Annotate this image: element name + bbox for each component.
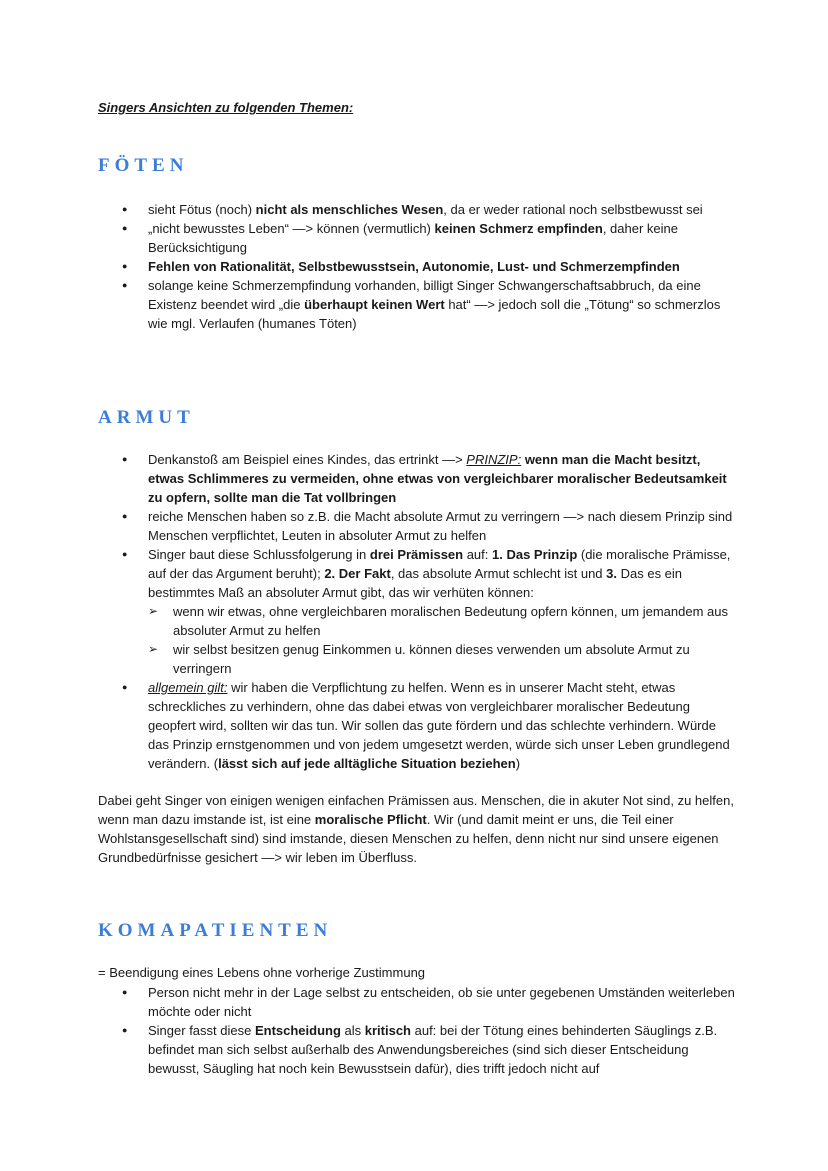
sub-list-item: ➢ wenn wir etwas, ohne vergleichbaren moralischen Bedeutung opfern können, um jemandem aus absoluter Armut zu helfen: [148, 602, 738, 640]
list-item: ● Fehlen von Rationalität, Selbstbewusstsein, Autonomie, Lust- und Schmerzempfinden: [118, 257, 738, 276]
komapatienten-list: [118, 983, 738, 1078]
list-item: ● Denkanstoß am Beispiel eines Kindes, das ertrinkt —> PRINZIP: wenn man die Macht besitzt, etwas Schlimmeres zu vermeiden, ohne etwas von vergleichbarer moralischer Bedeutsamkeit zu opfern, sollte man die Tat vollbringen: [118, 450, 738, 507]
list-item: ● Person nicht mehr in der Lage selbst zu entscheiden, ob sie unter gegebenen Umständen weiterleben möchte oder nicht: [118, 983, 738, 1021]
document-title: Singers Ansichten zu folgenden Themen:: [98, 100, 354, 115]
foeten-list: [118, 200, 738, 333]
list-item: ● reiche Menschen haben so z.B. die Macht absolute Armut zu verringern —> nach diesem Prinzip sind Menschen verpflichtet, Leuten in absoluter Armut zu helfen: [118, 507, 738, 545]
list-item: ● allgemein gilt: wir haben die Verpflichtung zu helfen. Wenn es in unserer Macht steht, etwas schreckliches zu verhindern, ohne das dabei etwas von vergleichbarer moralischer Bedeutung geopfert wird, sollten wir das tun. Wir sollen das gute fördern und das schlechte verhindern. Würde das Prinzip ernstgenommen und von jedem umgesetzt werden, würde sich unser Leben grundlegend verändern. (lässt sich auf jede alltägliche Situation beziehen): [118, 678, 738, 773]
section-heading-foeten: FÖTEN: [98, 155, 189, 176]
list-item: ● sieht Fötus (noch) nicht als menschliches Wesen, da er weder rational noch selbstbewusst sei: [118, 200, 738, 219]
armut-list: [118, 450, 738, 773]
armut-sub-list: [148, 602, 738, 678]
section-heading-komapatienten: KOMAPATIENTEN: [98, 920, 333, 941]
list-item: ● Singer baut diese Schlussfolgerung in drei Prämissen auf: 1. Das Prinzip (die moralische Prämisse, auf der das Argument beruht); 2. Der Fakt, das absolute Armut schlecht ist und 3. Das es ein bestimmtes Maß an absoluter Armut gibt, das wir verhüten können: ➢ wenn wir etwas, ohne vergleichbaren moralischen Bedeutung opfern können, um jemandem aus absoluter Armut zu helfen ➢ wir selbst besitzen genug Einkommen u. können dieses verwenden um absolute Armut zu verringern: [118, 545, 738, 678]
list-item: ● Singer fasst diese Entscheidung als kritisch auf: bei der Tötung eines behinderten Säuglings z.B. befindet man sich selbst außerhalb des Anwendungsbereiches (sind sich dieser Entscheidung bewusst, Säugling hat noch kein Bewusstsein dafür), dies trifft jedoch nicht auf: [118, 1021, 738, 1078]
section-heading-armut: ARMUT: [98, 407, 195, 428]
armut-paragraph: Dabei geht Singer von einigen wenigen einfachen Prämissen aus. Menschen, die in akuter Not sind, zu helfen, wenn man dazu imstande ist, ist eine moralische Pflicht. Wir (und damit meint er uns, die Teil einer Wohlstansgesellschaft sind) sind imstande, diesen Menschen zu helfen, denn nicht nur sind unsere eigenen Grundbedürfnisse gesichert —> wir leben im Überfluss.: [98, 793, 734, 865]
list-item: ● solange keine Schmerzempfindung vorhanden, billigt Singer Schwangerschaftsabbruch, da eine Existenz beendet wird „die überhaupt keinen Wert hat“ —> jedoch soll die „Tötung“ so schmerzlos wie mgl. Verlaufen (humanes Töten): [118, 276, 738, 333]
list-item: ● „nicht bewusstes Leben“ —> können (vermutlich) keinen Schmerz empfinden, daher keine Berücksichtigung: [118, 219, 738, 257]
sub-list-item: ➢ wir selbst besitzen genug Einkommen u. können dieses verwenden um absolute Armut zu verringern: [148, 640, 738, 678]
komapatienten-intro: = Beendigung eines Lebens ohne vorherige Zustimmung: [98, 965, 426, 980]
